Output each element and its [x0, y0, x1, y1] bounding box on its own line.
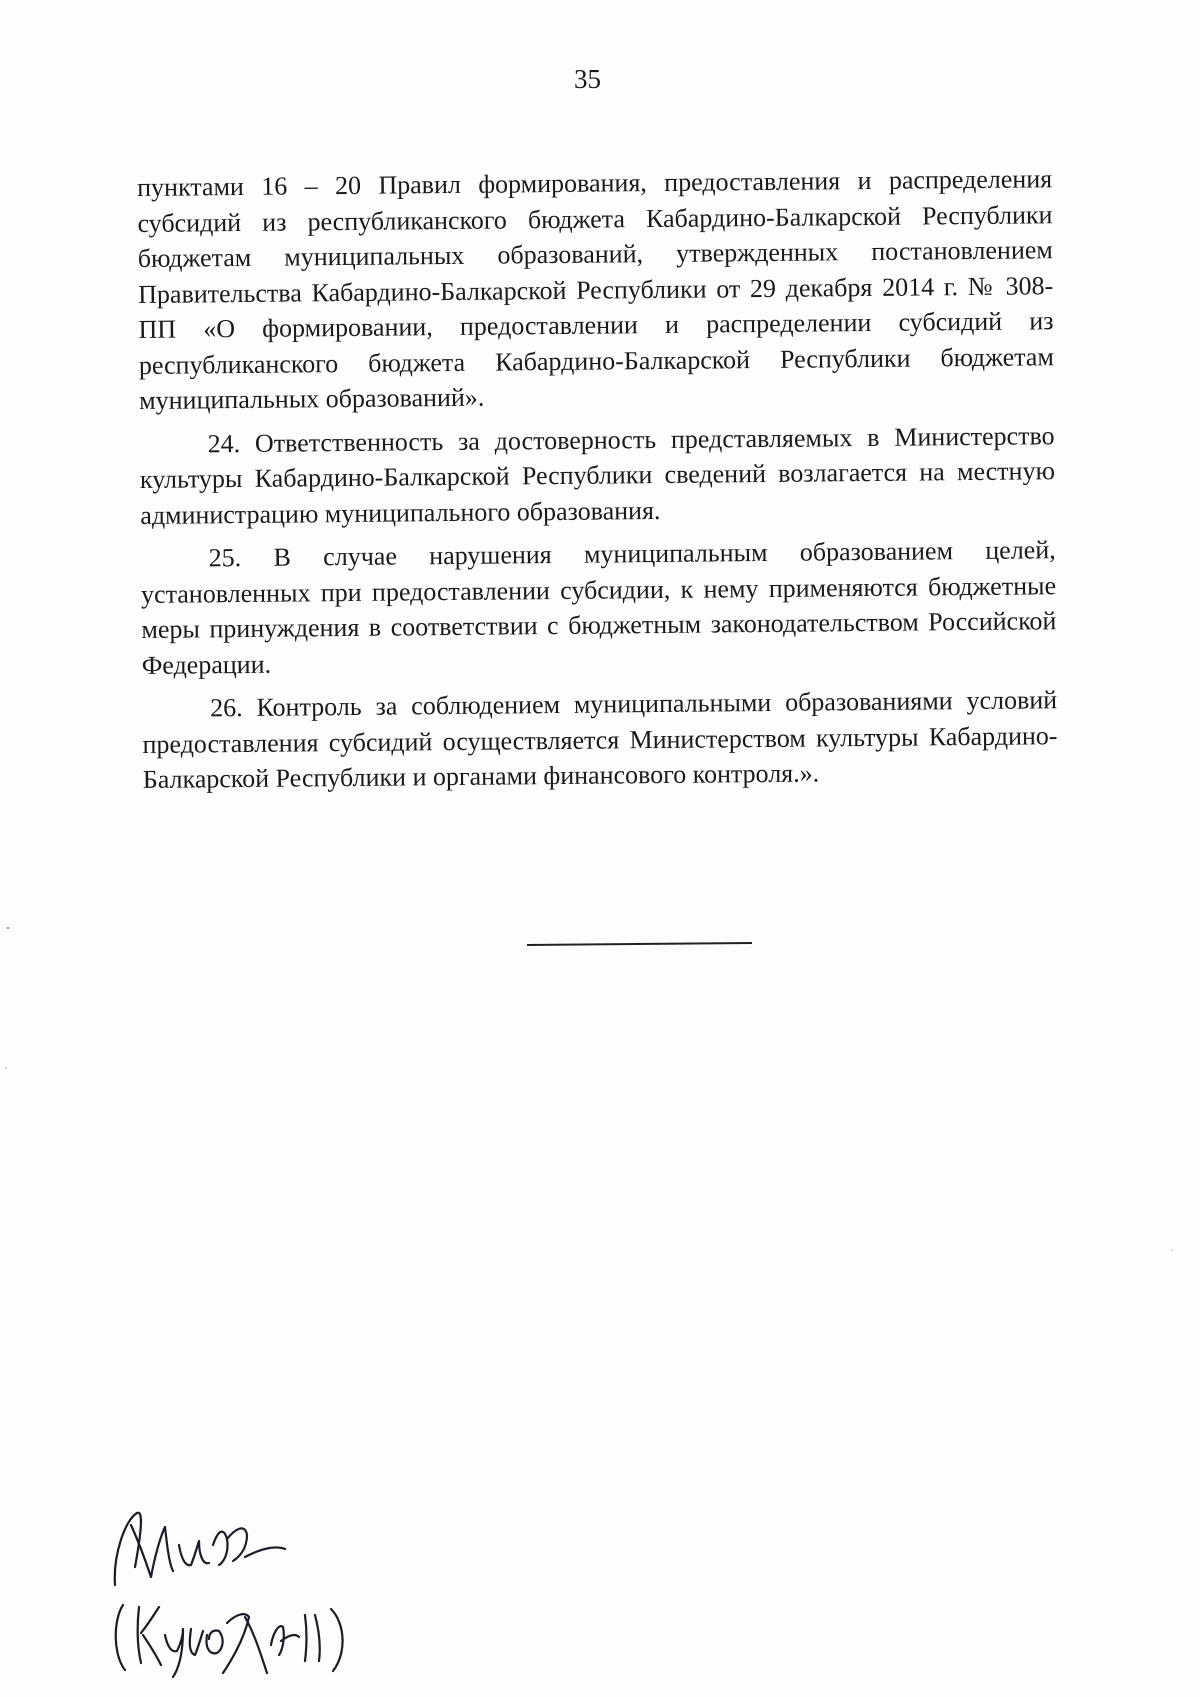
handwritten-signature [95, 1505, 395, 1680]
page-number: 35 [574, 64, 601, 94]
paragraph-continuation: пунктами 16 – 20 Правил формирования, предоставления и распределения субсидий из республиканского бюджета Кабардино-Балкарской Республики бюджетам муниципальных образований, утвержденных постановлением Правительства Кабардино-Балкарской Республики от 29 декабря 2014 г. № 308-ПП «О формировании, предоставлении и распределении субсидий из республиканского бюджета Кабардино-Балкарской Республики бюджетам муниципальных образований». [137, 164, 1054, 415]
paragraph-25: 25. В случае нарушения муниципальным образованием целей, установленных при предоставлении субсидии, к нему применяются бюджетные меры принуждения в соответствии с бюджетным законодательством Российской Федерации. [140, 535, 1057, 680]
paragraph-24: 24. Ответственность за достоверность представляемых в Министерство культуры Кабардино-Балкарской Республики сведений возлагается на местную администрацию муниципального образования. [139, 420, 1056, 530]
end-separator-line [527, 942, 752, 946]
paragraph-26: 26. Контроль за соблюдением муниципальными образованиями условий предоставления субсидий осуществляется Министерством культуры Кабардино-Балкарской Республики и органами финансового контроля.». [142, 685, 1058, 794]
document-body [137, 161, 1058, 797]
